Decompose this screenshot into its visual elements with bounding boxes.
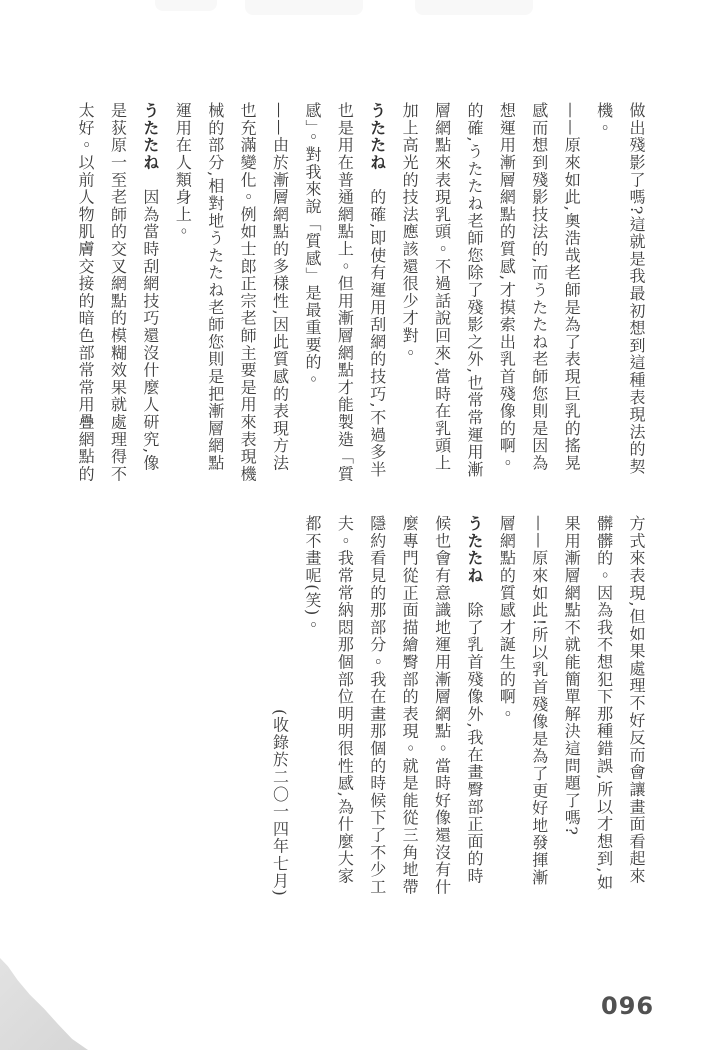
scan-artifact: [245, 0, 363, 15]
paragraph-text: ——由於漸層網點的多樣性,因此質感的表現方法也充滿變化。例如士郎正宗老師主要是用來表現機械的部分,相對地うたたね老師您則是把漸層網點運用在人類身上。: [173, 102, 290, 483]
paragraph-text: 方式來表現,但如果處理不好反而會讓畫面看起來髒髒的。因為我不想犯下那種錯誤,所以才想到,如果用漸層網點不就能簡單解決這問題了嗎?: [562, 515, 646, 892]
paragraph-text: 因為當時刮網技巧還沒什麼人研究,像是荻原一至老師的交叉網點的模糊效果就處理得不太好。以前人物肌膚交接的暗色部常常用疊網點的: [76, 102, 160, 483]
paragraph-text: 的確,即使有運用刮網的技巧,不過多半也是用在普通網點上。但用漸層網點才能製造「質感」。對我來說「質感」是最重要的。: [302, 102, 387, 483]
paragraph: [393, 102, 587, 485]
speaker-label: うたたね: [464, 515, 484, 585]
page-corner-shadow: [0, 958, 88, 1050]
speaker-label: うたたね: [367, 102, 387, 172]
text-register-bottom: [52, 515, 652, 897]
paragraph: [296, 102, 393, 485]
paragraph: [166, 102, 296, 485]
paragraph: [555, 515, 652, 897]
speaker-label: うたたね: [140, 102, 160, 172]
scan-artifact: [415, 0, 533, 15]
paragraph: [587, 102, 652, 485]
paragraph: [490, 515, 555, 897]
paragraph-text: (收錄於二〇一四年七月): [270, 708, 290, 897]
paragraph-text: 除了乳首殘像外,我在畫臀部正面的時候也會有意識地運用漸層網點。當時好像還沒有什麼專門從正面描繪臀部的表現。就是能從三角地帶隱約看見的那部分。我在畫那個的時候下了不少工夫。我常常納悶那個部位明明很性感,為什麼大家都不畫呢(笑)。: [302, 515, 484, 896]
paragraph-text: ——原來如此!所以乳首殘像是為了更好地發揮漸層網點的質感才誕生的啊。: [497, 515, 549, 887]
paragraph: [263, 515, 295, 897]
paragraph-text: ——原來如此,奧浩哉老師是為了表現巨乳的搖晃感而想到殘影技法的,而うたたね老師您則是因為想運用漸層網點的質感,才摸索出乳首殘像的啊。的確,うたたね老師您除了殘影之外,也常常運用漸層網點來表現乳頭。不過話說回來,當時在乳頭上加上高光的技法應該還很少才對。: [400, 102, 582, 479]
paragraph-text: 做出殘影了嗎?這就是我最初想到這種表現法的契機。: [594, 102, 646, 476]
page-number: 096: [601, 992, 655, 1020]
paragraph: [69, 102, 166, 485]
text-register-top: [52, 102, 652, 485]
scan-artifact: [155, 0, 217, 11]
paragraph: [296, 515, 490, 897]
